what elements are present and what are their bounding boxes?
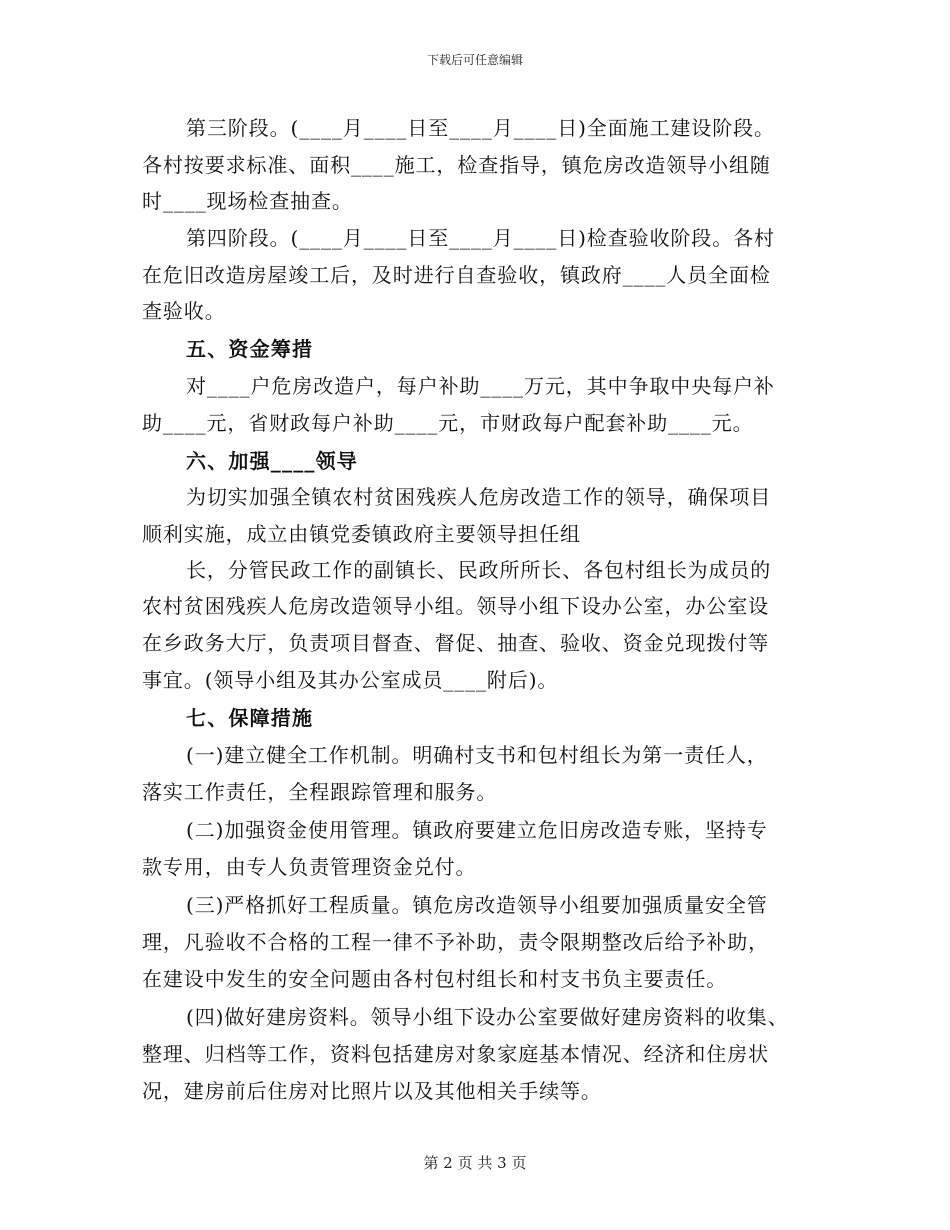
paragraph-line: 在建设中发生的安全问题由各村包村组长和村支书负主要责任。	[142, 967, 728, 991]
paragraph-line: 查验收。	[142, 299, 226, 323]
paragraph-line: 农村贫困残疾人危房改造领导小组。领导小组下设办公室，办公室设	[142, 594, 769, 618]
paragraph-line: 各村按要求标准、面积____施工，检查指导，镇危房改造领导小组随	[142, 153, 771, 177]
paragraph-line: 助____元，省财政每户补助____元，市财政每户配套补助____元。	[142, 411, 754, 435]
paragraph-line: 况，建房前后住房对比照片以及其他相关手续等。	[142, 1079, 602, 1103]
paragraph-line: 落实工作责任，全程跟踪管理和服务。	[142, 780, 498, 804]
page-header: 下载后可任意编辑	[426, 53, 523, 67]
paragraph-line: 理，凡验收不合格的工程一律不予补助，责令限期整改后给予补助，	[142, 930, 769, 954]
paragraph-line: 时____现场检查抽查。	[142, 189, 353, 213]
section-heading: 六、加强____领导	[186, 449, 358, 473]
paragraph-line: 顺利实施，成立由镇党委镇政府主要领导担任组	[142, 522, 581, 546]
paragraph-line: 第三阶段。(____月____日至____月____日)全面施工建设阶段。	[186, 116, 775, 140]
paragraph-line: 款专用，由专人负责管理资金兑付。	[142, 855, 477, 879]
paragraph-line: 长，分管民政工作的副镇长、民政所所长、各包村组长为成员的	[186, 558, 772, 582]
paragraph-line: (三)严格抓好工程质量。镇危房改造领导小组要加强质量安全管	[186, 893, 768, 917]
paragraph-line: 整理、归档等工作，资料包括建房对象家庭基本情况、经济和住房状	[142, 1042, 769, 1066]
paragraph-line: 事宜。(领导小组及其办公室成员____附后)。	[142, 668, 559, 692]
paragraph-line: 在危旧改造房屋竣工后，及时进行自查验收，镇政府____人员全面检	[142, 263, 771, 287]
paragraph-line: (四)做好建房资料。领导小组下设办公室要做好建房资料的收集、	[186, 1005, 789, 1029]
paragraph-line: 第四阶段。(____月____日至____月____日)检查验收阶段。各村	[186, 226, 775, 250]
paragraph-line: 对____户危房改造户，每户补助____万元，其中争取中央每户补	[186, 374, 775, 398]
paragraph-line: 在乡政务大厅，负责项目督查、督促、抽查、验收、资金兑现拨付等	[142, 631, 769, 655]
paragraph-line: 为切实加强全镇农村贫困残疾人危房改造工作的领导，确保项目	[186, 485, 772, 509]
section-heading: 七、保障措施	[186, 706, 314, 730]
section-heading: 五、资金筹措	[186, 337, 314, 361]
paragraph-line: (二)加强资金使用管理。镇政府要建立危旧房改造专账，坚持专	[186, 818, 768, 842]
page-footer: 第 2 页 共 3 页	[423, 1154, 527, 1172]
paragraph-line: (一)建立健全工作机制。明确村支书和包村组长为第一责任人，	[186, 743, 768, 767]
